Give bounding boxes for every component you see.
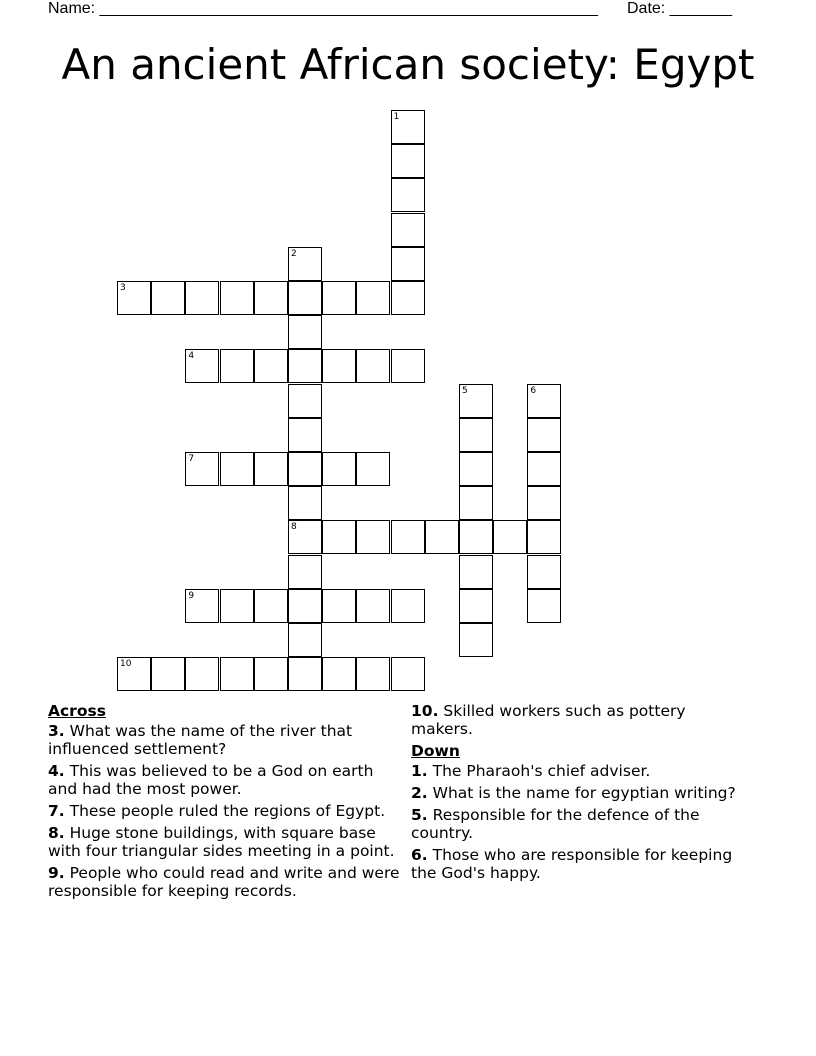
- crossword-cell[interactable]: [185, 452, 219, 486]
- clue-number: 1.: [411, 762, 428, 780]
- crossword-cell[interactable]: [391, 589, 425, 623]
- crossword-cell[interactable]: [356, 281, 390, 315]
- crossword-cell[interactable]: [356, 452, 390, 486]
- crossword-cell[interactable]: [117, 281, 151, 315]
- clue-number: 10.: [411, 702, 439, 720]
- crossword-cell[interactable]: [527, 589, 561, 623]
- crossword-cell[interactable]: [527, 452, 561, 486]
- crossword-cell[interactable]: [185, 589, 219, 623]
- clue-down-6: [411, 846, 741, 882]
- clue-number: 6.: [411, 846, 428, 864]
- crossword-cell[interactable]: [288, 418, 322, 452]
- crossword-cell[interactable]: [459, 384, 493, 418]
- clue-across-10: [411, 702, 741, 738]
- crossword-cell[interactable]: [493, 520, 527, 554]
- clue-text: Skilled workers such as pottery makers.: [411, 702, 686, 738]
- clue-across-8: [48, 824, 403, 860]
- clue-text: What is the name for egyptian writing?: [427, 784, 736, 802]
- clue-down-1: [411, 762, 741, 780]
- crossword-cell[interactable]: [459, 520, 493, 554]
- cell-number: 10: [120, 659, 132, 670]
- crossword-cell[interactable]: [527, 486, 561, 520]
- clue-text: People who could read and write and were responsible for keeping records.: [48, 864, 400, 900]
- clue-number: 3.: [48, 722, 65, 740]
- crossword-cell[interactable]: [322, 589, 356, 623]
- crossword-cell[interactable]: [288, 452, 322, 486]
- crossword-cell[interactable]: [220, 589, 254, 623]
- crossword-cell[interactable]: [117, 657, 151, 691]
- clue-across-7: [48, 802, 403, 820]
- cell-number: 6: [530, 385, 537, 396]
- crossword-cell[interactable]: [391, 520, 425, 554]
- clue-number: 9.: [48, 864, 65, 882]
- crossword-cell[interactable]: [527, 418, 561, 452]
- crossword-cell[interactable]: [288, 555, 322, 589]
- clue-text: What was the name of the river that influenced settlement?: [48, 722, 353, 758]
- clue-text: Those who are responsible for keeping the God's happy.: [411, 846, 733, 882]
- crossword-cell[interactable]: [220, 657, 254, 691]
- crossword-cell[interactable]: [288, 486, 322, 520]
- clue-across-4: [48, 762, 403, 798]
- crossword-cell[interactable]: [288, 520, 322, 554]
- crossword-cell[interactable]: [391, 178, 425, 212]
- cell-number: 2: [291, 248, 297, 259]
- crossword-cell[interactable]: [322, 657, 356, 691]
- crossword-cell[interactable]: [459, 555, 493, 589]
- crossword-cell[interactable]: [391, 657, 425, 691]
- clue-text: These people ruled the regions of Egypt.: [64, 802, 386, 820]
- cell-number: 4: [188, 351, 195, 362]
- clues-left-column: [48, 702, 403, 904]
- crossword-cell[interactable]: [288, 589, 322, 623]
- cell-number: 9: [188, 590, 195, 601]
- crossword-cell[interactable]: [322, 349, 356, 383]
- clue-text: The Pharaoh's chief adviser.: [427, 762, 651, 780]
- crossword-cell[interactable]: [254, 589, 288, 623]
- crossword-cell[interactable]: [356, 589, 390, 623]
- crossword-cell[interactable]: [322, 452, 356, 486]
- clues-right-column: [411, 702, 741, 886]
- crossword-cell[interactable]: [459, 486, 493, 520]
- clue-number: 4.: [48, 762, 65, 780]
- cell-number: 5: [462, 385, 468, 396]
- crossword-cell[interactable]: [151, 657, 185, 691]
- crossword-cell[interactable]: [356, 349, 390, 383]
- crossword-cell[interactable]: [254, 281, 288, 315]
- page-title: An ancient African society: Egypt: [61, 40, 755, 89]
- crossword-cell[interactable]: [288, 657, 322, 691]
- clue-number: 5.: [411, 806, 428, 824]
- crossword-cell[interactable]: [185, 281, 219, 315]
- crossword-cell[interactable]: [356, 657, 390, 691]
- crossword-cell[interactable]: [459, 589, 493, 623]
- crossword-cell[interactable]: [254, 657, 288, 691]
- crossword-cell[interactable]: [288, 281, 322, 315]
- crossword-cell[interactable]: [151, 281, 185, 315]
- clue-number: 8.: [48, 824, 65, 842]
- crossword-cell[interactable]: [220, 349, 254, 383]
- crossword-cell[interactable]: [322, 281, 356, 315]
- crossword-cell[interactable]: [356, 520, 390, 554]
- clue-number: 2.: [411, 784, 428, 802]
- crossword-cell[interactable]: [425, 520, 459, 554]
- clue-text: Huge stone buildings, with square base with four triangular sides meeting in a point.: [48, 824, 395, 860]
- crossword-cell[interactable]: [220, 452, 254, 486]
- name-field-label: Name: ________________________________________________________: [48, 0, 598, 17]
- crossword-cell[interactable]: [459, 452, 493, 486]
- clue-down-5: [411, 806, 741, 842]
- down-heading: Down: [411, 742, 460, 760]
- crossword-cell[interactable]: [391, 247, 425, 281]
- clue-text: Responsible for the defence of the country.: [411, 806, 700, 842]
- cell-number: 7: [188, 454, 195, 464]
- crossword-cell[interactable]: [391, 144, 425, 178]
- clue-across-3: [48, 722, 403, 758]
- crossword-cell[interactable]: [391, 213, 425, 247]
- clue-down-2: [411, 784, 741, 802]
- crossword-cell[interactable]: [288, 384, 322, 418]
- crossword-cell[interactable]: [288, 315, 322, 349]
- crossword-cell[interactable]: [459, 418, 493, 452]
- crossword-cell[interactable]: [288, 349, 322, 383]
- crossword-cell[interactable]: [391, 281, 425, 315]
- across-heading: Across: [48, 702, 106, 720]
- crossword-cell[interactable]: [254, 452, 288, 486]
- cell-number: 8: [291, 522, 297, 533]
- clue-number: 7.: [48, 802, 65, 820]
- crossword-cell[interactable]: [459, 623, 493, 657]
- crossword-cell[interactable]: [322, 520, 356, 554]
- clue-across-9: [48, 864, 403, 900]
- crossword-cell[interactable]: [254, 349, 288, 383]
- crossword-cell[interactable]: [288, 623, 322, 657]
- crossword-cell[interactable]: [527, 555, 561, 589]
- crossword-cell[interactable]: [527, 520, 561, 554]
- crossword-cell[interactable]: [185, 349, 219, 383]
- clue-text: This was believed to be a God on earth and had the most power.: [48, 762, 374, 798]
- crossword-cell[interactable]: [527, 384, 561, 418]
- crossword-cell[interactable]: [391, 349, 425, 383]
- cell-number: 1: [393, 112, 400, 122]
- date-field-label: Date: _______: [627, 0, 732, 17]
- crossword-cell[interactable]: [220, 281, 254, 315]
- cell-number: 3: [120, 283, 126, 293]
- crossword-cell[interactable]: [391, 110, 425, 144]
- crossword-cell[interactable]: [185, 657, 219, 691]
- crossword-cell[interactable]: [288, 247, 322, 281]
